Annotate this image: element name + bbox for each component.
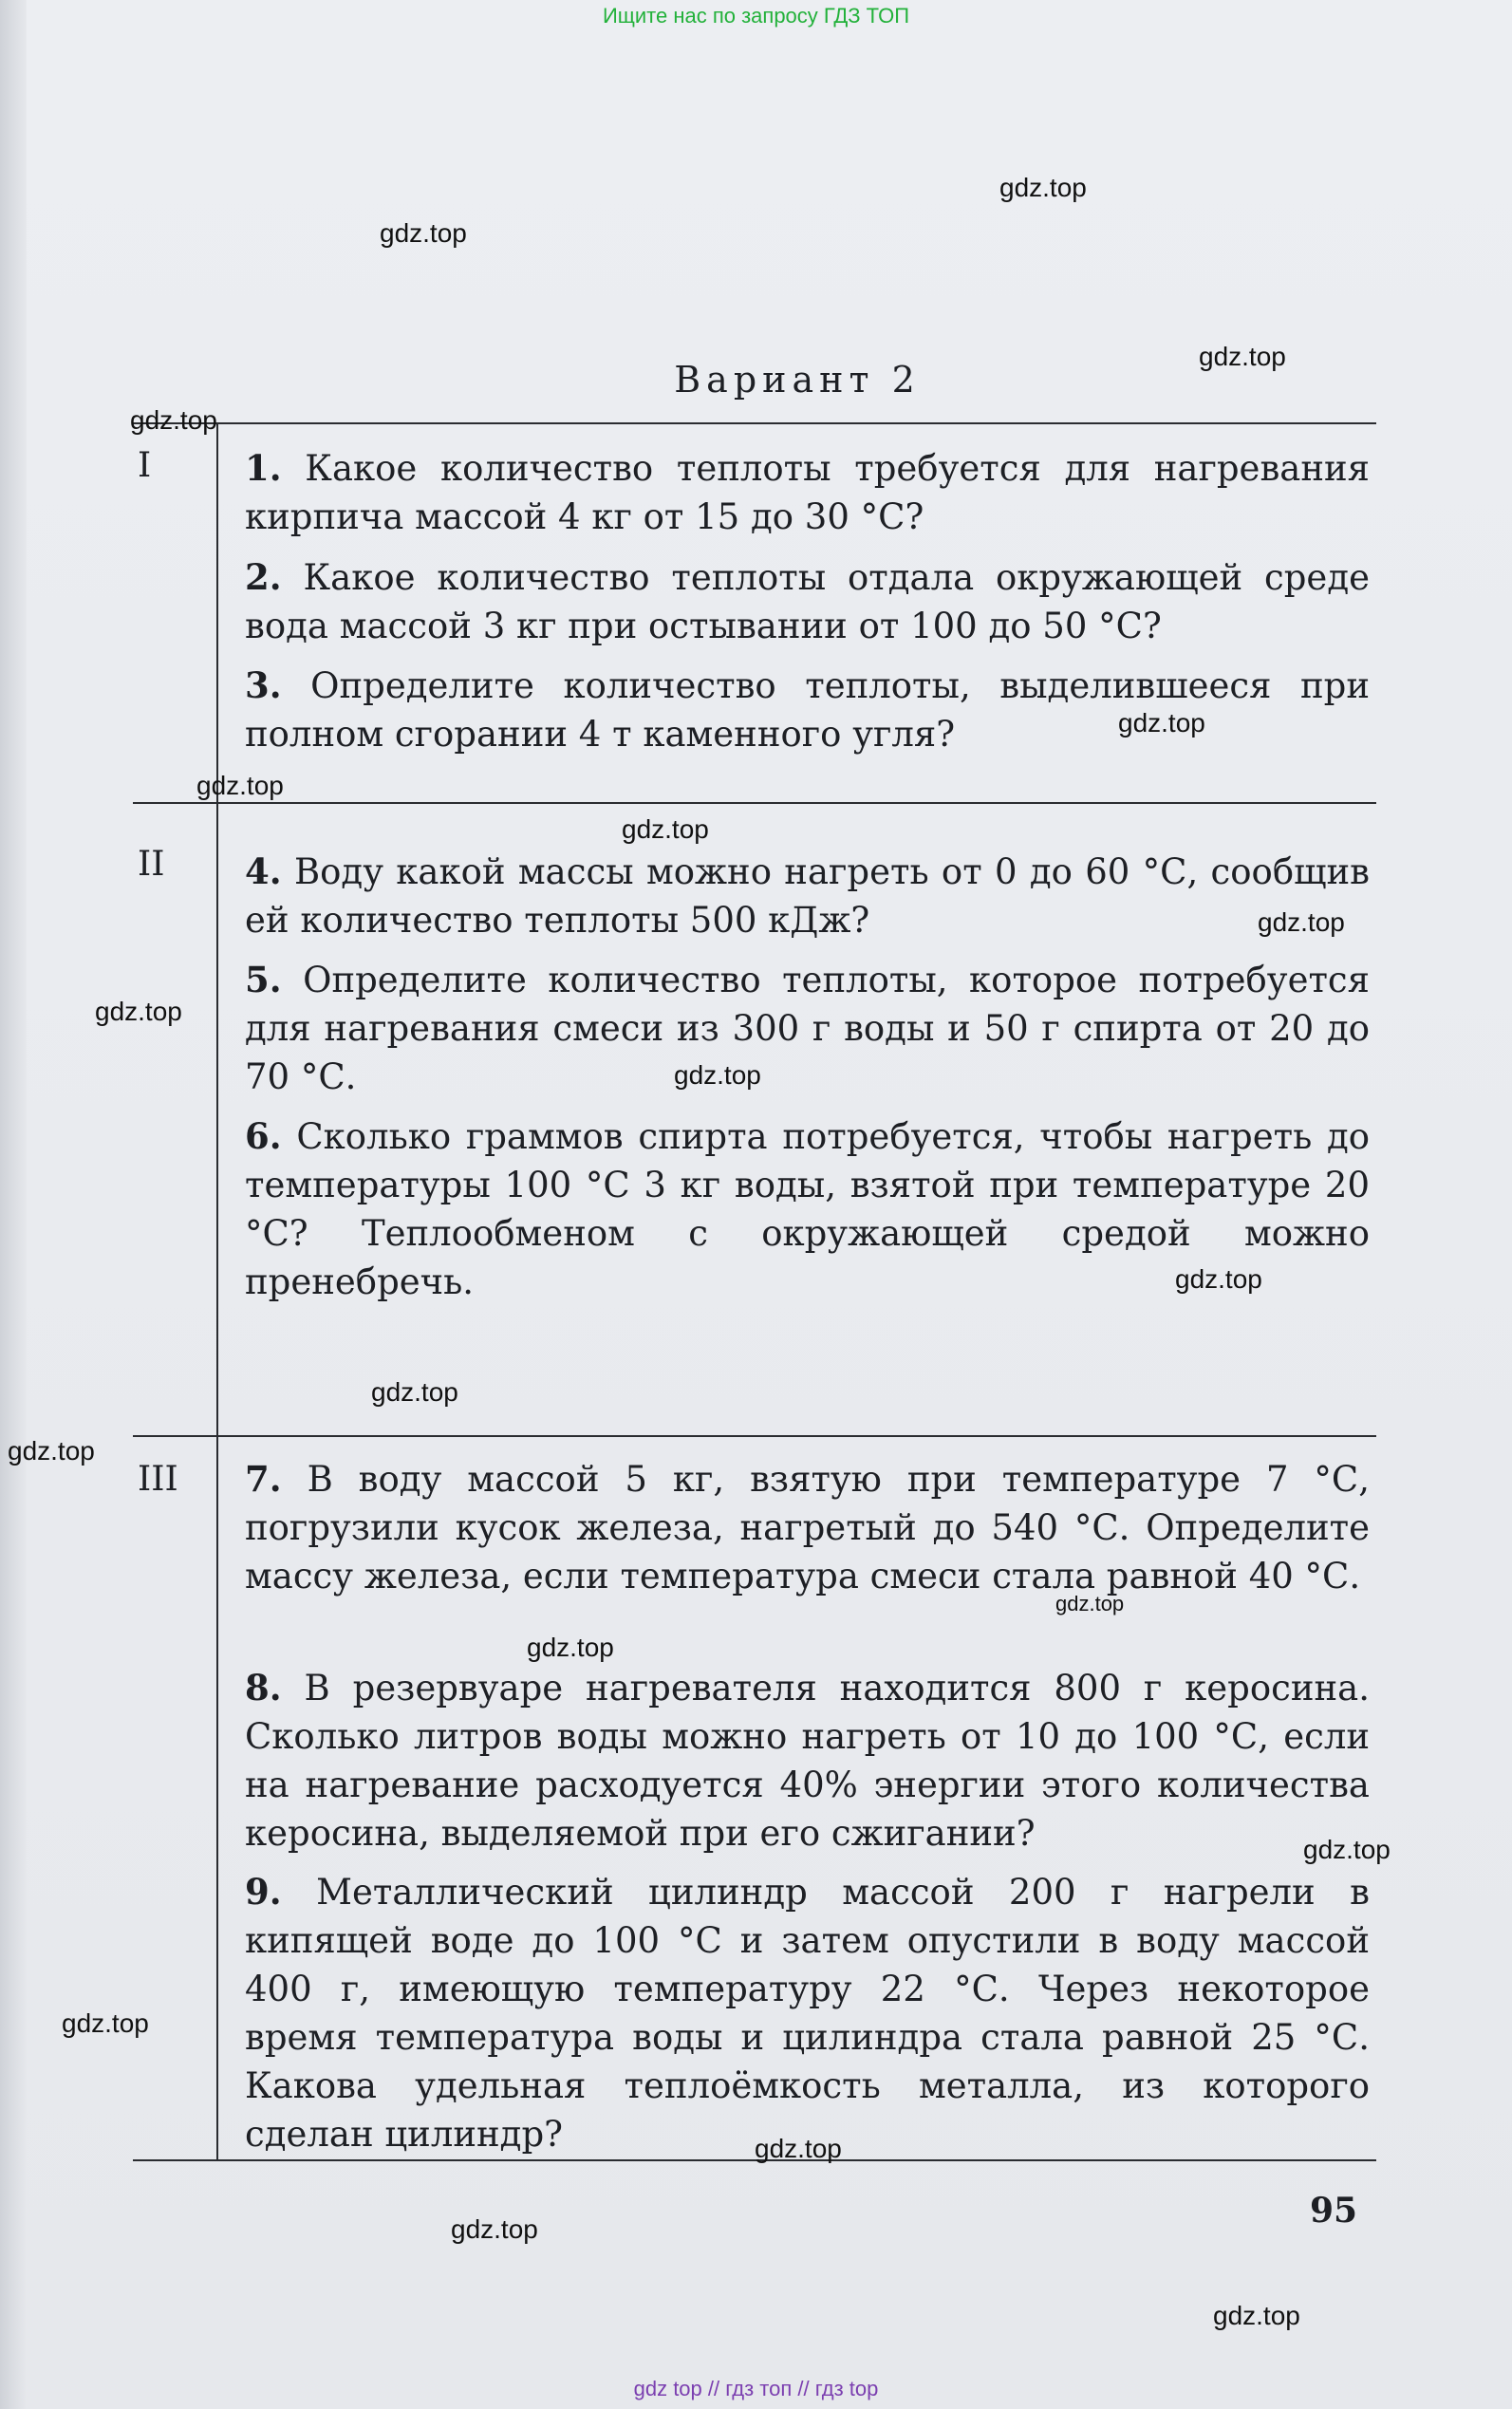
task-number: 3. <box>245 664 282 706</box>
section-divider-2 <box>133 1435 1376 1437</box>
task-number: 7. <box>245 1458 282 1500</box>
task-number: 5. <box>245 959 282 1000</box>
watermark: gdz.top <box>371 1377 458 1407</box>
watermark: gdz.top <box>1213 2301 1300 2330</box>
task-8 <box>245 1664 1370 1858</box>
variant-title: Вариант 2 <box>674 359 921 401</box>
task-text: В резервуаре нагревателя находится 800 г керосина. Сколько литров воды можно нагреть от 10 до 100 °С, если на нагревание расходуется 40% энергии этого количества керосина, выделяемой при его сжигании? <box>245 1668 1370 1854</box>
watermark: gdz.top <box>95 997 182 1026</box>
task-number: 8. <box>245 1667 282 1709</box>
book-spine-shadow <box>0 0 27 2409</box>
task-text: Какое количество теплоты отдала окружающей среде вода массой 3 кг при остывании от 100 до 50 °С? <box>245 557 1370 646</box>
task-number: 4. <box>245 850 282 892</box>
watermark: gdz.top <box>1199 342 1286 371</box>
watermark: gdz.top <box>1175 1264 1262 1294</box>
task-7 <box>245 1455 1370 1600</box>
watermark: gdz.top <box>451 2214 538 2244</box>
bottom-banner[interactable]: gdz top // гдз топ // гдз top <box>633 2377 879 2400</box>
task-9 <box>245 1868 1370 2158</box>
section-divider-1 <box>133 802 1376 804</box>
watermark: gdz.top <box>380 218 467 248</box>
top-banner[interactable]: Ищите нас по запросу ГДЗ ТОП <box>602 4 910 28</box>
task-1 <box>245 444 1370 541</box>
watermark: gdz.top <box>196 771 284 800</box>
watermark: gdz.top <box>1303 1835 1391 1864</box>
watermark: gdz.top <box>622 814 709 844</box>
watermark: gdz.top <box>1055 1592 1125 1615</box>
task-text: Металлический цилиндр массой 200 г нагрели в кипящей воде до 100 °С и затем опустили в воду массой 400 г, имеющую температуру 22 °С. Через некоторое время температура воды и цилиндра стала равной 25 °С. Какова удельная теплоёмкость металла, из которого сделан цилиндр? <box>245 1872 1370 2155</box>
task-4 <box>245 848 1370 944</box>
section-label-1: I <box>138 446 152 485</box>
task-number: 1. <box>245 447 282 489</box>
task-text: Сколько граммов спирта потребуется, чтобы нагреть до температуры 100 °С 3 кг воды, взятой при температуре 20 °С? Теплообменом с окружающей средой можно пренебречь. <box>245 1116 1370 1302</box>
watermark: gdz.top <box>1258 907 1345 937</box>
task-text: Воду какой массы можно нагреть от 0 до 60 °С, сообщив ей количество теплоты 500 кДж? <box>245 851 1370 941</box>
watermark: gdz.top <box>527 1633 614 1662</box>
watermark: gdz.top <box>674 1060 761 1090</box>
task-text: Определите количество теплоты, которое потребуется для нагревания смеси из 300 г воды и 50 г спирта от 20 до 70 °С. <box>245 960 1370 1097</box>
watermark: gdz.top <box>1118 708 1205 738</box>
task-number: 6. <box>245 1115 282 1157</box>
task-2 <box>245 553 1370 650</box>
watermark: gdz.top <box>755 2134 842 2163</box>
section-column-rule <box>216 422 218 2159</box>
task-5 <box>245 956 1370 1101</box>
task-number: 9. <box>245 1871 282 1913</box>
watermark: gdz.top <box>62 2008 149 2038</box>
section-label-2: II <box>138 845 165 884</box>
section-label-3: III <box>138 1460 178 1499</box>
task-text: В воду массой 5 кг, взятую при температуре 7 °С, погрузили кусок железа, нагретый до 540 °С. Определите массу железа, если температура смеси стала равной 40 °С. <box>245 1459 1370 1597</box>
watermark: gdz.top <box>999 173 1087 202</box>
watermark: gdz.top <box>130 405 217 435</box>
page-number: 95 <box>1310 2191 1358 2231</box>
task-text: Какое количество теплоты требуется для нагревания кирпича массой 4 кг от 15 до 30 °С? <box>245 448 1370 537</box>
table-top-rule <box>133 422 1376 424</box>
task-text: Определите количество теплоты, выделившееся при полном сгорании 4 т каменного угля? <box>245 665 1370 755</box>
task-number: 2. <box>245 556 282 598</box>
watermark: gdz.top <box>8 1436 95 1466</box>
